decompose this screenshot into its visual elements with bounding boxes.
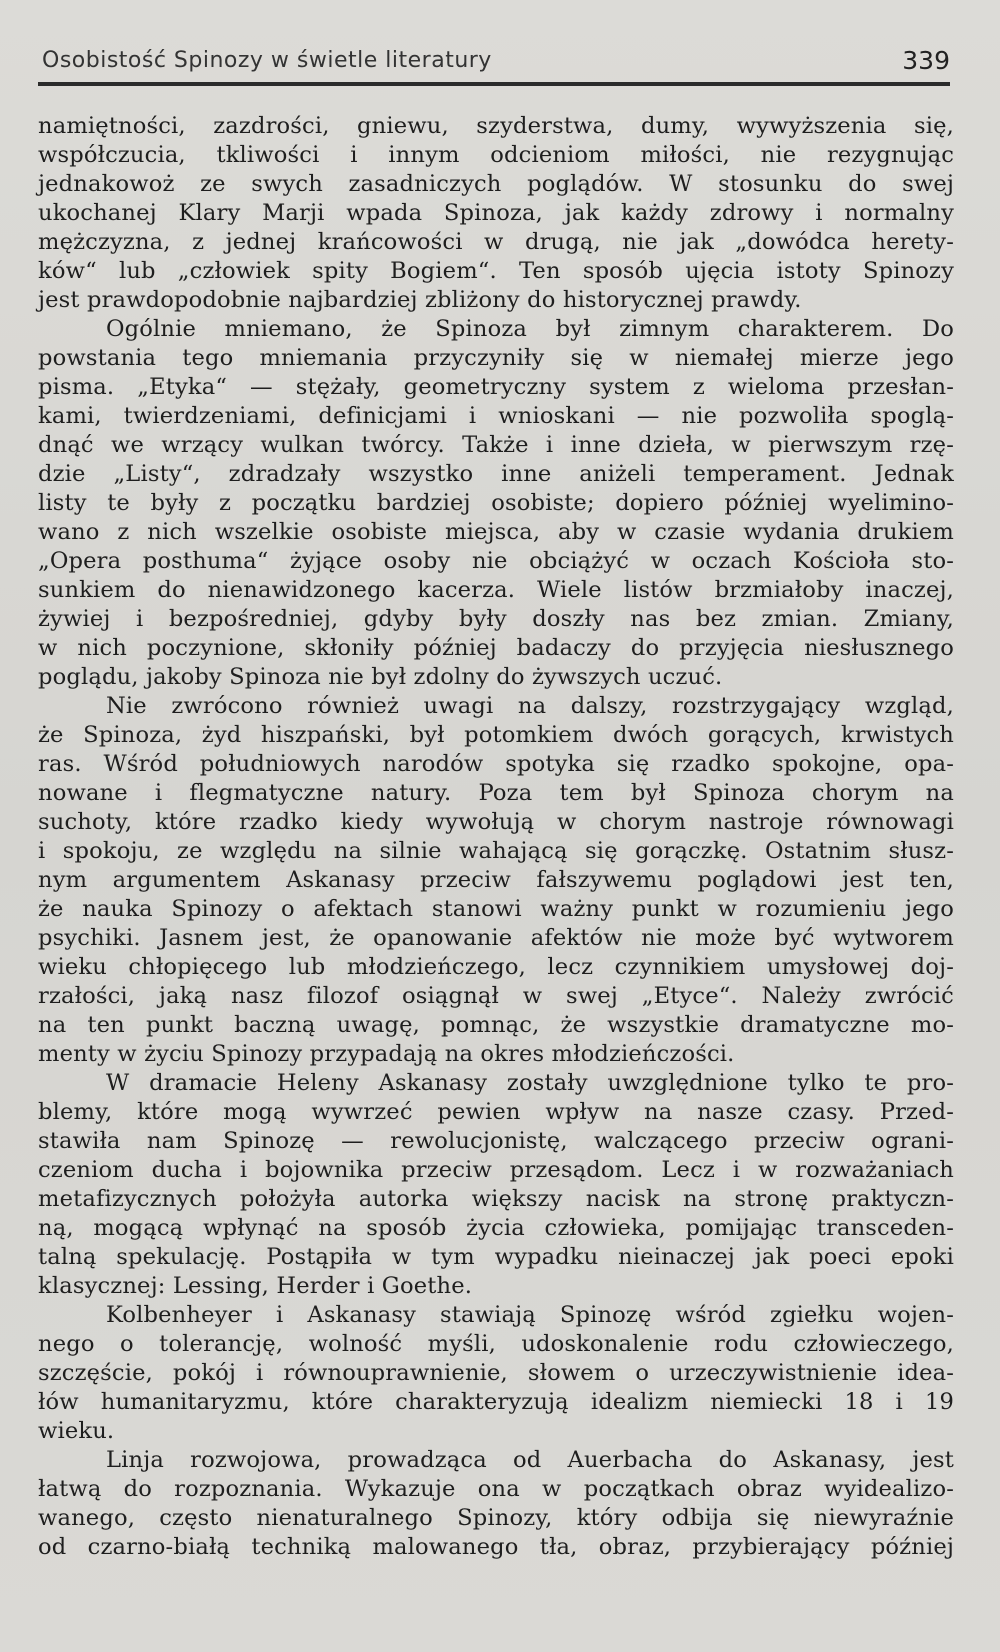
text-line: W dramacie Heleny Askanasy zostały uwzględnione tylko te pro- [106,1070,954,1096]
text-line: wano z nich wszelkie osobiste miejsca, aby w czasie wydania drukiem [38,519,954,545]
text-line: nego o tolerancję, wolność myśli, udoskonalenie rodu człowieczego, [38,1331,954,1357]
text-line: że Spinoza, żyd hiszpański, był potomkiem dwóch gorących, krwistych [38,722,954,748]
text-line: czeniom ducha i bojownika przeciw przesądom. Lecz i w rozważaniach [38,1157,954,1183]
text-line: jest prawdopodobnie najbardziej zbliżony do historycznej prawdy. [38,287,802,313]
text-line: ków“ lub „człowiek spity Bogiem“. Ten sposób ujęcia istoty Spinozy [38,258,954,284]
text-line: szczęście, pokój i równouprawnienie, słowem o urzeczywistnienie idea- [38,1360,954,1386]
text-line: talną spekulację. Postąpiła w tym wypadku nieinaczej jak poeci epoki [38,1244,954,1270]
text-line: dzie „Listy“, zdradzały wszystko inne aniżeli temperament. Jednak [38,461,954,487]
text-line: Nie zwrócono również uwagi na dalszy, rozstrzygający wzgląd, [106,693,954,719]
text-line: jednakowoż ze swych zasadniczych poglądów. W stosunku do swej [38,171,954,197]
text-line: sunkiem do nienawidzonego kacerza. Wiele listów brzmiałoby inaczej, [38,577,954,603]
text-line: powstania tego mniemania przyczyniły się w niemałej mierze jego [38,345,954,371]
text-line: dnąć we wrzący wulkan twórcy. Także i inne dzieła, w pierwszym rzę- [38,432,954,458]
text-line: mężczyzna, z jednej krańcowości w drugą, nie jak „dowódca herety- [38,229,954,255]
text-line: psychiki. Jasnem jest, że opanowanie afektów nie może być wytworem [38,925,954,951]
text-line: że nauka Spinozy o afektach stanowi ważny punkt w rozumieniu jego [38,896,954,922]
text-line: łów humanitaryzmu, które charakteryzują idealizm niemiecki 18 i 19 [38,1389,954,1415]
text-line: ras. Wśród południowych narodów spotyka się rzadko spokojne, opa- [38,751,954,777]
text-line: stawiła nam Spinozę — rewolucjonistę, walczącego przeciw ograni- [38,1128,954,1154]
text-line: Linja rozwojowa, prowadząca od Auerbacha do Askanasy, jest [106,1447,954,1473]
header-rule [38,82,950,86]
text-line: nowane i flegmatyczne natury. Poza tem był Spinoza chorym na [38,780,954,806]
text-line: „Opera posthuma“ żyjące osoby nie obciążyć w oczach Kościoła sto- [38,548,954,574]
text-line: metafizycznych położyła autorka większy nacisk na stronę praktyczn- [38,1186,954,1212]
text-line: klasycznej: Lessing, Herder i Goethe. [38,1273,473,1299]
text-line: nym argumentem Askanasy przeciw fałszywemu poglądowi jest ten, [38,867,954,893]
text-line: łatwą do rozpoznania. Wykazuje ona w początkach obraz wyidealizo- [38,1476,954,1502]
text-line: blemy, które mogą wywrzeć pewien wpływ na nasze czasy. Przed- [38,1099,954,1125]
text-line: menty w życiu Spinozy przypadają na okres młodzieńczości. [38,1041,735,1067]
text-line: ukochanej Klary Marji wpada Spinoza, jak każdy zdrowy i normalny [38,200,954,226]
text-line: pisma. „Etyka“ — stężały, geometryczny system z wieloma przesłan- [38,374,954,400]
text-line: i spokoju, ze względu na silnie wahającą się gorączkę. Ostatnim słusz- [38,838,954,864]
text-line: na ten punkt baczną uwagę, pomnąc, że wszystkie dramatyczne mo- [38,1012,954,1038]
text-line: Ogólnie mniemano, że Spinoza był zimnym charakterem. Do [106,316,954,342]
text-line: Kolbenheyer i Askanasy stawiają Spinozę wśród zgiełku wojen- [106,1302,954,1328]
running-title: Osobistość Spinozy w świetle literatury [42,48,492,73]
text-line: żywiej i bezpośredniej, gdyby były doszły nas bez zmian. Zmiany, [38,606,954,632]
text-line: suchoty, które rzadko kiedy wywołują w chorym nastroje równowagi [38,809,954,835]
page-number: 339 [902,46,950,75]
body-text [38,112,954,1562]
text-line: rzałości, jaką nasz filozof osiągnął w swej „Etyce“. Należy zwrócić [38,983,954,1009]
text-line: namiętności, zazdrości, gniewu, szyderstwa, dumy, wywyższenia się, [38,113,954,139]
text-line: poglądu, jakoby Spinoza nie był zdolny do żywszych uczuć. [38,664,723,690]
text-line: ną, mogącą wpłynąć na sposób życia człowieka, pomijając transceden- [38,1215,954,1241]
text-line: współczucia, tkliwości i innym odcieniom miłości, nie rezygnując [38,142,954,168]
text-line: wieku. [38,1418,115,1444]
text-line: listy te były z początku bardziej osobiste; dopiero później wyelimino- [38,490,954,516]
page-header [38,42,950,82]
text-line: od czarno-białą techniką malowanego tła, obraz, przybierający później [38,1534,954,1560]
text-line: kami, twierdzeniami, definicjami i wnioskani — nie pozwoliła spoglą- [38,403,954,429]
text-line: wanego, często nienaturalnego Spinozy, który odbija się niewyraźnie [38,1505,954,1531]
text-line: w nich poczynione, skłoniły później badaczy do przyjęcia niesłusznego [38,635,954,661]
text-line: wieku chłopięcego lub młodzieńczego, lecz czynnikiem umysłowej doj- [38,954,954,980]
